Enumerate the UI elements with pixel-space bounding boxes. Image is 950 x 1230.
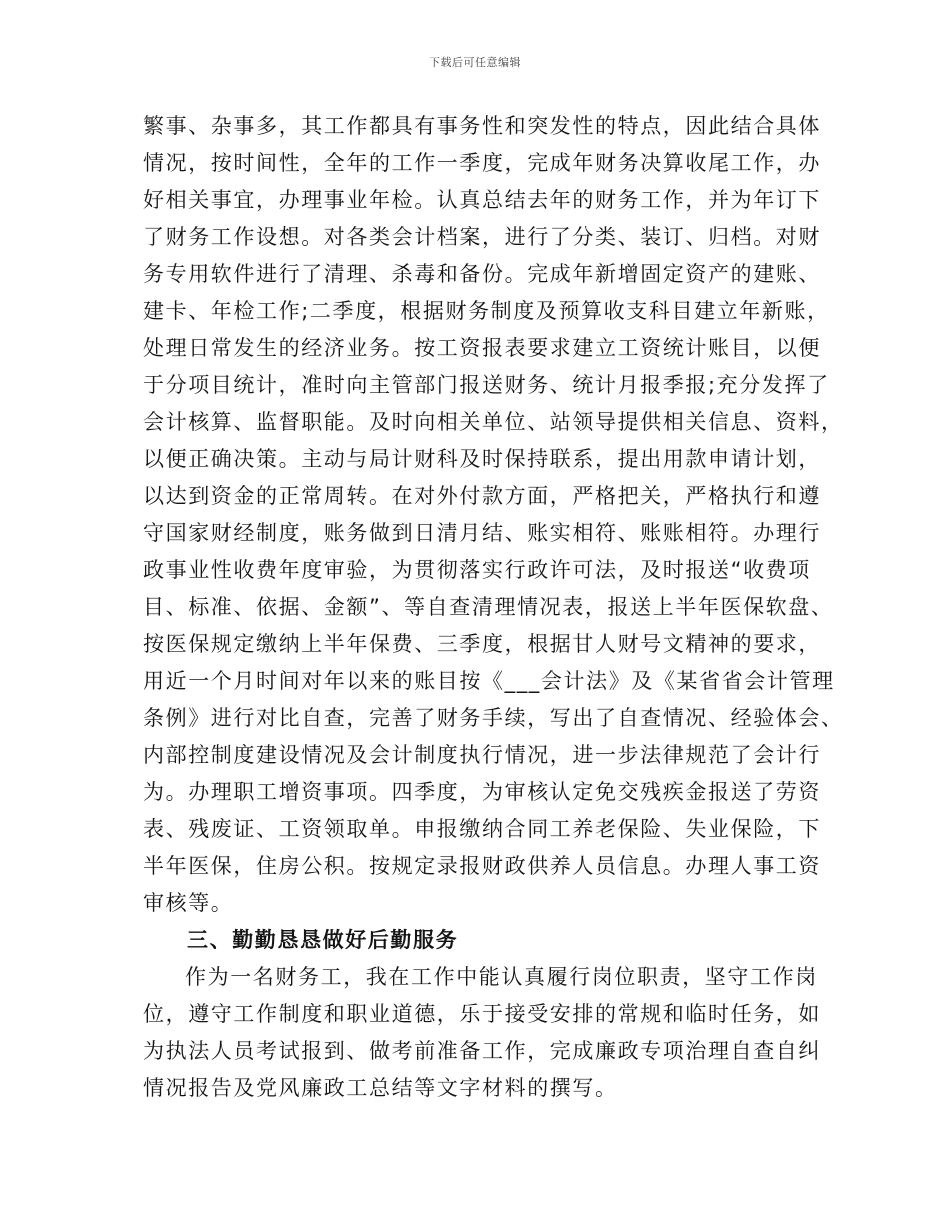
text-line: 繁事、杂事多，其工作都具有事务性和突发性的特点，因此结合具体 — [143, 114, 821, 138]
text-line: 为执法人员考试报到、做考前准备工作，完成廉政专项治理自查自纠 — [143, 1039, 821, 1063]
text-line: 好相关事宜，办理事业年检。认真总结去年的财务工作，并为年订下 — [143, 188, 821, 212]
text-line: 为。办理职工增资事项。四季度，为审核认定免交残疾金报送了劳资 — [143, 780, 821, 804]
header-note: 下载后可任意编辑 — [429, 56, 521, 69]
text-line: 作为一名财务工，我在工作中能认真履行岗位职责，坚守工作岗 — [185, 965, 818, 989]
text-line: 表、残废证、工资领取单。申报缴纳合同工养老保险、失业保险，下 — [143, 817, 821, 841]
text-line: 守国家财经制度，账务做到日清月结、账实相符、账账相符。办理行 — [143, 521, 821, 545]
text-line: 用近一个月时间对年以来的账目按《___会计法》及《某省省会计管理 — [143, 669, 835, 693]
text-line: 条例》进行对比自查，完善了财务手续，写出了自查情况、经验体会、 — [143, 706, 844, 730]
section-heading: 三、勤勤恳恳做好后勤服务 — [187, 928, 459, 952]
text-line: 务专用软件进行了清理、杀毒和备份。完成年新增固定资产的建账、 — [143, 262, 821, 286]
text-line: 内部控制度建设情况及会计制度执行情况，进一步法律规范了会计行 — [143, 743, 821, 767]
text-line: 半年医保，住房公积。按规定录报财政供养人员信息。办理人事工资 — [143, 854, 821, 878]
text-line: 情况，按时间性，全年的工作一季度，完成年财务决算收尾工作，办 — [143, 151, 821, 175]
text-line: 会计核算、监督职能。及时向相关单位、站领导提供相关信息、资料， — [143, 410, 844, 434]
text-line: 建卡、年检工作;二季度，根据财务制度及预算收支科目建立年新账， — [143, 299, 830, 323]
text-line: 按医保规定缴纳上半年保费、三季度，根据甘人财号文精神的要求， — [143, 632, 821, 656]
text-line: 处理日常发生的经济业务。按工资报表要求建立工资统计账目，以便 — [143, 336, 821, 360]
text-line: 政事业性收费年度审验，为贯彻落实行政许可法，及时报送“收费项 — [143, 558, 811, 582]
text-line: 位，遵守工作制度和职业道德，乐于接受安排的常规和临时任务，如 — [143, 1002, 821, 1026]
text-line: 审核等。 — [143, 891, 234, 915]
text-line: 了财务工作设想。对各类会计档案，进行了分类、装订、归档。对财 — [143, 225, 821, 249]
text-line: 目、标准、依据、金额”、等自查清理情况表，报送上半年医保软盘、 — [143, 595, 834, 619]
text-line: 情况报告及党风廉政工总结等文字材料的撰写。 — [143, 1076, 618, 1100]
text-line: 以达到资金的正常周转。在对外付款方面，严格把关，严格执行和遵 — [143, 484, 821, 508]
text-line: 于分项目统计，准时向主管部门报送财务、统计月报季报;充分发挥了 — [143, 373, 830, 397]
text-line: 以便正确决策。主动与局计财科及时保持联系，提出用款申请计划， — [143, 447, 821, 471]
document-body — [143, 108, 844, 1107]
